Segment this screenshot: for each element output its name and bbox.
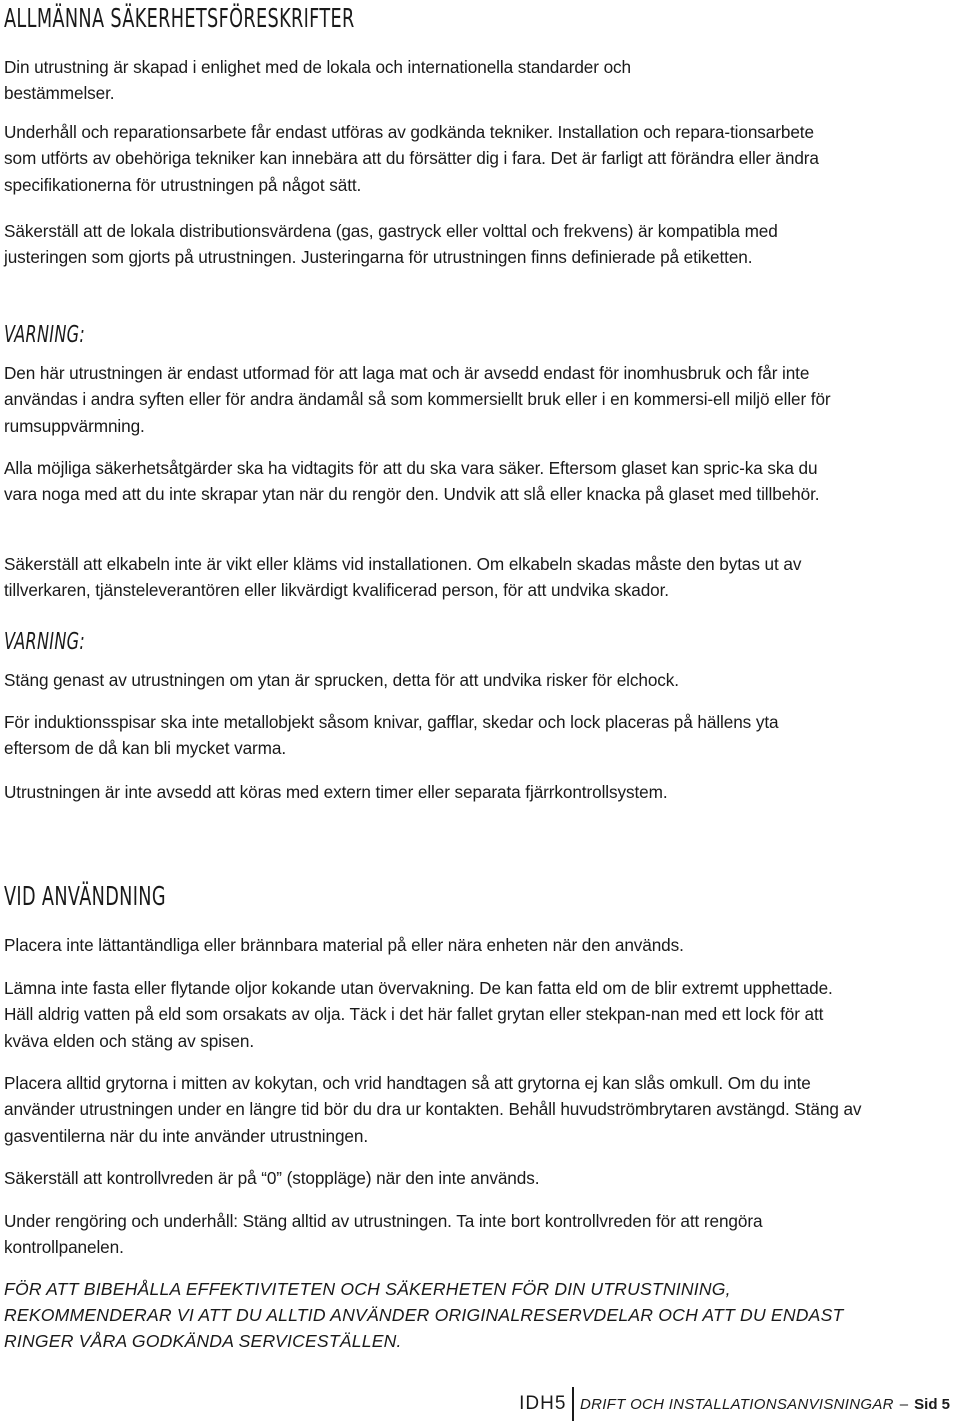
- page-footer: [519, 1386, 950, 1422]
- document-page: [4, 0, 954, 1427]
- section-heading-usage: VID ANVÄNDNING: [4, 882, 166, 912]
- warning2-paragraph-2: För induktionsspisar ska inte metallobjekt såsom knivar, gafflar, skedar och lock placeras på hällens yta eftersom de då kan bli mycket varma.: [4, 712, 779, 759]
- footer-dash: –: [899, 1395, 909, 1413]
- usage-paragraph-5: Under rengöring och underhåll: Stäng alltid av utrustningen. Ta inte bort kontrollvreden för att rengöra kontrollpanelen.: [4, 1211, 763, 1258]
- warning1-paragraph-1: Den här utrustningen är endast utformad för att laga mat och är avsedd endast för inomhusbruk och får inte användas i andra syften eller för andra ändamål så som kommersiellt bruk eller i en kommersi-ell miljö eller för rumsuppvärmning.: [4, 363, 831, 436]
- usage-paragraph-1: Placera inte lättantändliga eller brännbara material på eller nära enheten när den används.: [4, 935, 684, 955]
- section-heading-general: ALLMÄNNA SÄKERHETSFÖRESKRIFTER: [4, 4, 355, 34]
- page-number: Sid 5: [914, 1395, 950, 1413]
- warning2-paragraph-1: Stäng genast av utrustningen om ytan är sprucken, detta för att undvika risker för elchock.: [4, 670, 679, 690]
- usage-paragraph-2: Lämna inte fasta eller flytande oljor kokande utan övervakning. De kan fatta eld om de blir extremt upphettade. Häll aldrig vatten på eld som orsakats av olja. Täck i det här fallet grytan eller stekpan-nan med ett lock för att kväva elden och stäng av spisen.: [4, 978, 833, 1051]
- model-code: IDH5: [519, 1393, 567, 1414]
- warning-heading-2: VARNING:: [4, 629, 86, 655]
- general-paragraph-1: Din utrustning är skapad i enlighet med de lokala och internationella standarder och bestämmelser.: [4, 57, 631, 104]
- manual-title: DRIFT OCH INSTALLATIONSANVISNINGAR: [579, 1395, 894, 1413]
- usage-paragraph-3: Placera alltid grytorna i mitten av kokytan, och vrid handtagen så att grytorna ej kan slås omkull. Om du inte använder utrustningen under en längre tid bör du dra ur kontakten. Behåll huvudströmbrytaren avstängd. Stäng av gasventilerna när du inte använder utrustningen.: [4, 1073, 862, 1146]
- warning2-paragraph-3: Utrustningen är inte avsedd att köras med extern timer eller separata fjärrkontrollsystem.: [4, 782, 668, 802]
- general-paragraph-3: Säkerställ att de lokala distributionsvärdena (gas, gastryck eller volttal och frekvens) är kompatibla med justeringen som gjorts på utrustningen. Justeringarna för utrustningen finns definierade på etiketten.: [4, 221, 778, 268]
- footer-divider: [572, 1387, 574, 1421]
- warning1-paragraph-2: Alla möjliga säkerhetsåtgärder ska ha vidtagits för att du ska vara säker. Eftersom glaset kan spric-ka ska du vara noga med att du inte skrapar ytan när du rengör den. Undvik att slå eller knacka på glaset med tillbehör.: [4, 458, 820, 505]
- warning-heading-1: VARNING:: [4, 322, 86, 348]
- general-paragraph-2: Underhåll och reparationsarbete får endast utföras av godkända tekniker. Installation och repara-tionsarbete som utförts av obehöriga tekniker kan innebära att du försätter dig i fara. Det är farligt att förändra eller ändra specifikationerna för utrustningen på något sätt.: [4, 122, 819, 195]
- closing-note: FÖR ATT BIBEHÅLLA EFFEKTIVITETEN OCH SÄKERHETEN FÖR DIN UTRUSTNINING, REKOMMENDERAR VI ATT DU ALLTID ANVÄNDER ORIGINALRESERVDELAR OCH ATT DU ENDAST RINGER VÅRA GODKÄNDA SERVICESTÄLLEN.: [4, 1279, 844, 1352]
- warning1-paragraph-3: Säkerställ att elkabeln inte är vikt eller kläms vid installationen. Om elkabeln skadas måste den bytas ut av tillverkaren, tjänsteleverantören eller likvärdigt kvalificerad person, för att undvika skador.: [4, 554, 802, 601]
- usage-paragraph-4: Säkerställ att kontrollvreden är på “0” (stoppläge) när den inte används.: [4, 1168, 540, 1188]
